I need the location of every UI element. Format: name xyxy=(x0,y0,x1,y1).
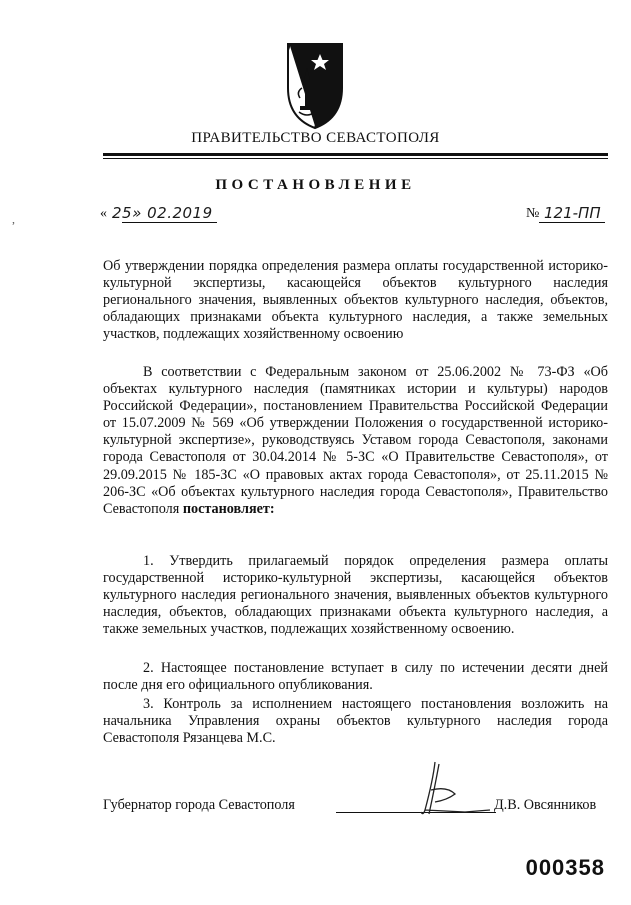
government-title: ПРАВИТЕЛЬСТВО СЕВАСТОПОЛЯ xyxy=(191,130,440,146)
number-underline xyxy=(539,222,605,223)
document-title: Об утверждении порядка определения размера оплаты государственной историко-культурной экспертизы, касающейся объектов культурного наследия регионального значения, выявленных объектов культурного наследия, объектов, обладающих признаками объекта культурного наследия, а также земельных участков, подлежащих хозяйственному освоению xyxy=(103,258,608,343)
date-underline xyxy=(122,222,217,223)
date-handwritten-value: 25» 02.2019 xyxy=(112,204,213,222)
resolution-item-2: 2. Настоящее постановление вступает в силу по истечении десяти дней после дня его официального опубликования. xyxy=(103,660,608,694)
margin-mark: , xyxy=(12,212,15,226)
header-rule-thin xyxy=(103,158,608,159)
preamble-verb: постановляет: xyxy=(182,500,275,517)
handwritten-signature xyxy=(395,760,495,820)
document-type-heading: ПОСТАНОВЛЕНИЕ xyxy=(215,177,416,193)
signer-role: Губернатор города Севастополя xyxy=(103,797,295,813)
registration-number: 000358 xyxy=(525,855,605,880)
number-handwritten-value: 121-ПП xyxy=(544,204,601,222)
number-sign: № xyxy=(526,206,540,221)
sevastopol-coat-of-arms-emblem xyxy=(282,40,348,130)
resolution-item-1: 1. Утвердить прилагаемый порядок определения размера оплаты государственной историко-культурной экспертизы, касающейся объектов культурного наследия регионального значения, выявленных объектов культурного наследия, объектов, обладающих признаками объекта культурного наследия, а также земельных участков, подлежащих хозяйственному освоению. xyxy=(103,553,608,638)
preamble-text: В соответствии с Федеральным законом от 25.06.2002 № 73-ФЗ «Об объектах культурного наследия (памятниках истории и культуры) народов Российской Федерации», постановлением Правительства Российской Федерации от 15.07.2009 № 569 «Об утверждении Положения о государственной историко-культурной экспертизе», руководствуясь Уставом города Севастополя, законами города Севастополя от 30.04.2014 № 5-ЗС «О Правительстве Севастополя», от 29.09.2015 № 185-ЗС «О правовых актах города Севастополя», от 25.11.2015 № 206-ЗС «Об объектах культурного наследия города Севастополя», Правительство Севастополя xyxy=(103,364,608,517)
resolution-item-3: 3. Контроль за исполнением настоящего постановления возложить на начальника Управления охраны объектов культурного наследия города Севастополя Рязанцева М.С. xyxy=(103,696,608,747)
preamble-paragraph xyxy=(103,364,608,518)
signer-name: Д.В. Овсянников xyxy=(494,797,597,813)
header-rule-thick xyxy=(103,153,608,156)
date-open-quote: « xyxy=(100,206,107,221)
